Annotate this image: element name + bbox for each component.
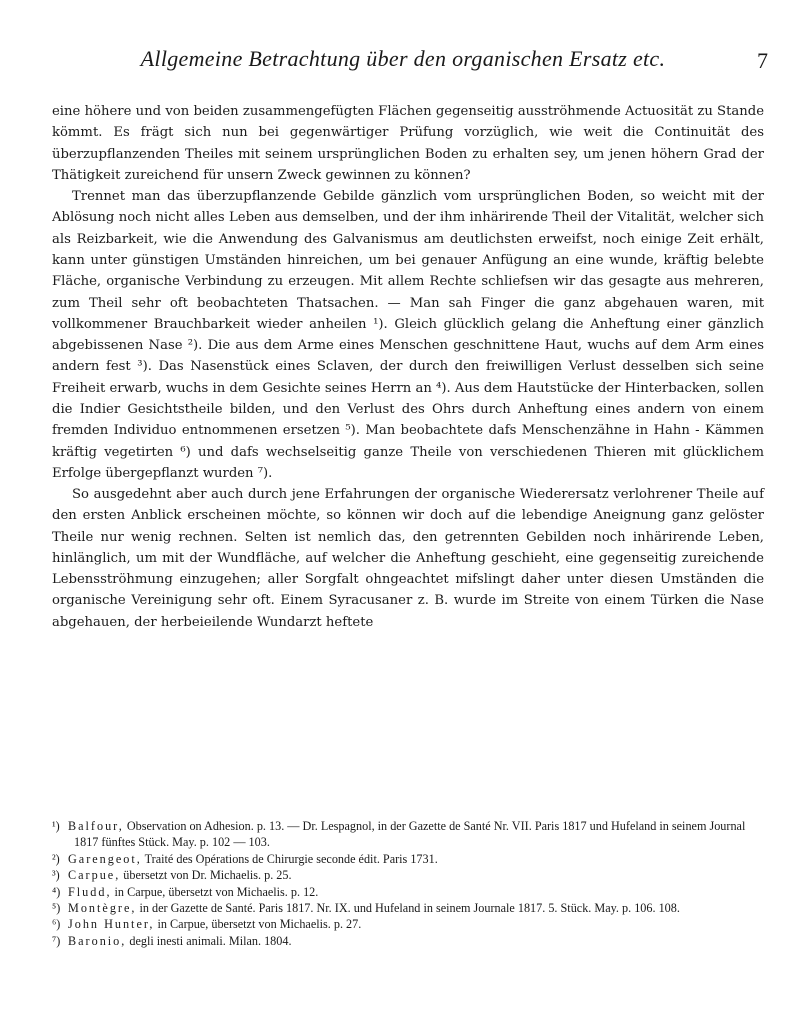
footnote [52,867,764,883]
footnote-text: degli inesti animali. Milan. 1804. [129,933,292,948]
page-header [38,46,768,86]
running-title: Allgemeine Betrachtung über den organischen Ersatz etc. [140,46,666,71]
footnote-author: Balfour, [68,819,124,833]
footnote-mark: ⁷) [52,933,61,948]
footnote [52,900,764,916]
footnote-author: Montègre, [68,901,137,916]
footnote [52,818,764,851]
footnote-mark: ⁵) [52,901,61,916]
paragraph: Trennet man das überzupflanzende Gebilde gänzlich vom ursprünglichen Boden, so weicht mit der Ablösung noch nicht alles Leben aus demselben, und der ihm inhärirende Theil der Vitalität, welcher sich als Reizbarkeit, wie die Anwendung des Galvanismus am deutlichsten erweifst, noch einige Zeit erhält, kann unter günstigen Umständen hinreichen, um bei genauer Anfügung an eine wunde, kräftig belebte Fläche, organische Verbindung zu erzeugen. Mit allem Rechte schliefsen wir das gesagte aus mehreren, zum Theil sehr oft beobachteten Thatsachen. — Man sah Finger die ganz abgehauen waren, mit vollkommener Brauchbarkeit wieder anheilen ¹). Gleich glücklich gelang die Anheftung einer gänzlich abgebissenen Nase ²). Die aus dem Arme eines Menschen geschnittene Haut, wuchs auf dem Arm eines andern fest ³). Das Nasenstück eines Sclaven, der durch den freiwilligen Verlust desselben sich seine Freiheit erwarb, wuchs in dem Gesichte seines Herrn an ⁴). Aus dem Hautstücke der Hinterbacken, sollen die Indier Gesichtstheile bilden, und den Verlust des Ohrs durch Anheftung eines andern von einem fremden Individuo entnommenen ersetzen ⁵). Man beobachtete dafs Menschenzähne in Hahn - Kämmen kräftig vegetirten ⁶) und dafs wechselseitig ganze Theile von verschiedenen Thieren mit glücklichem Erfolge übergepflanzt wurden ⁷). [52,189,765,481]
footnote-author: Fludd, [68,884,112,899]
footnote-text: in Carpue, übersetzt von Michaelis. p. 12. [114,884,319,899]
footnote [52,884,764,900]
body-text [52,101,764,633]
footnote-text: Observation on Adhesion. p. 13. — Dr. Lespagnol, in der Gazette de Santé Nr. VII. Paris 1817 und Hufeland in seinem Journal 1817 fünftes Stück. May. p. 102 — 103. [74,819,746,850]
footnote-mark: ³) [52,868,60,883]
paragraph: So ausgedehnt aber auch durch jene Erfahrungen der organische Wiederersatz verlohrener Theile auf den ersten Anblick erscheinen möchte, so können wir doch auf die lebendige Aneignung ganz gelöster Theile nur wenig rechnen. Selten ist nemlich das, den getrennten Gebilden noch inhärirende Leben, hinlänglich, um mit der Wundfläche, auf welcher die Anheftung geschieht, eine gegenseitig zureichende Lebensströhmung einzugehen; aller Sorgfalt ohngeachtet mifslingt daher unter diesen Umständen die organische Vereinigung sehr oft. Einem Syracusaner z. B. wurde im Streite von einem Türken die Nase abgehauen, der herbeieilende Wundarzt heftete [52,487,764,630]
footnote-author: Carpue, [68,868,121,883]
footnote-text: Traité des Opérations de Chirurgie seconde édit. Paris 1731. [144,851,438,866]
footnote-author: John Hunter, [68,917,155,932]
footnotes [52,818,764,949]
footnote-author: Garengeot, [68,851,142,866]
page-number: 7 [757,48,768,73]
footnote-text: übersetzt von Dr. Michaelis. p. 25. [123,868,292,883]
footnote-mark: ²) [52,851,60,866]
footnote [52,916,764,932]
footnote-text: in Carpue, übersetzt von Michaelis. p. 27. [157,917,362,932]
footnote [52,933,764,949]
footnote-mark: ¹) [52,819,60,833]
footnote-mark: ⁶) [52,917,61,932]
paragraph: eine höhere und von beiden zusammengefügten Flächen gegenseitig ausströhmende Actuosität zu Stande kömmt. Es frägt sich nun bei gegenwärtiger Prüfung vorzüglich, wie weit die Continuität des überzupflanzenden Theiles mit seinem ursprünglichen Boden zu erhalten sey, um jenen höhern Grad der Thätigkeit zureichend für unsern Zweck gewinnen zu können? [52,104,764,183]
footnote-text: in der Gazette de Santé. Paris 1817. Nr. IX. und Hufeland in seinem Journale 1817. 5. Stück. May. p. 106. 108. [139,901,680,916]
footnote-author: Baronio, [68,933,127,948]
footnote-mark: ⁴) [52,884,61,899]
footnote [52,851,764,867]
